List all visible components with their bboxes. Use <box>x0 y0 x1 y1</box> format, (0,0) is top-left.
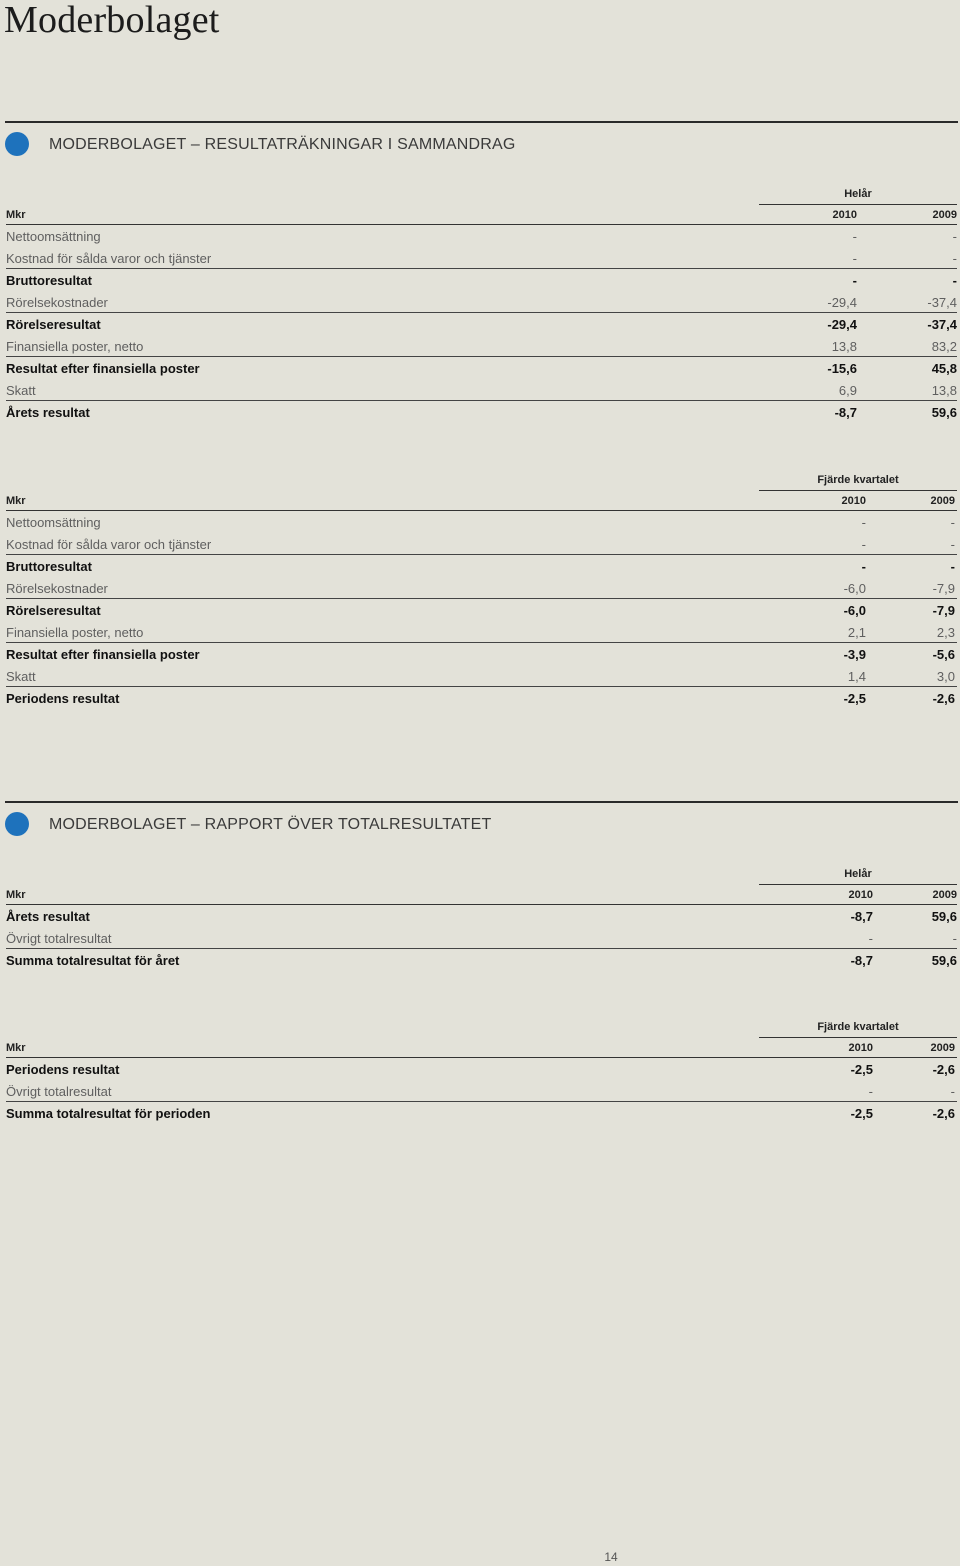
row-value-2009: 83,2 <box>931 339 957 354</box>
row-value-2010: 13,8 <box>831 339 857 354</box>
row-label: Periodens resultat <box>6 1062 120 1077</box>
row-label: Resultat efter finansiella poster <box>6 647 200 662</box>
column-header-row <box>6 886 957 905</box>
column-header-2010: 2010 <box>832 209 857 221</box>
row-label: Skatt <box>6 669 36 684</box>
period-divider <box>759 884 957 885</box>
table-row <box>6 336 957 357</box>
row-value-2009: -7,9 <box>932 603 955 618</box>
column-header-row <box>6 492 957 511</box>
row-label: Årets resultat <box>6 909 90 924</box>
row-value-2010: - <box>868 931 873 946</box>
period-divider <box>759 204 957 205</box>
row-value-2010: -3,9 <box>843 647 866 662</box>
row-label: Nettoomsättning <box>6 229 101 244</box>
row-value-2010: - <box>852 273 857 288</box>
row-value-2009: - <box>952 273 957 288</box>
row-value-2009: - <box>950 515 955 530</box>
row-value-2010: 1,4 <box>847 669 866 684</box>
income-statement-full-year-table <box>6 188 957 428</box>
page-number: 14 <box>604 1550 618 1564</box>
table-row <box>6 556 957 577</box>
row-value-2009: -2,6 <box>932 691 955 706</box>
row-value-2009: -2,6 <box>932 1106 955 1121</box>
table-row <box>6 644 957 665</box>
row-value-2010: -6,0 <box>843 581 866 596</box>
row-value-2009: 2,3 <box>936 625 955 640</box>
period-label: Fjärde kvartalet <box>817 1021 899 1033</box>
row-value-2009: - <box>952 229 957 244</box>
income-statement-q4-table <box>6 474 957 714</box>
period-label: Fjärde kvartalet <box>817 474 899 486</box>
row-value-2009: -7,9 <box>932 581 955 596</box>
row-value-2009: -37,4 <box>927 317 957 332</box>
row-value-2010: -6,0 <box>843 603 866 618</box>
table-row <box>6 380 957 401</box>
table-row <box>6 534 957 555</box>
row-label: Nettoomsättning <box>6 515 101 530</box>
row-value-2010: -2,5 <box>850 1106 873 1121</box>
table-row <box>6 1059 957 1080</box>
row-value-2010: 2,1 <box>847 625 866 640</box>
table-row <box>6 928 957 949</box>
row-value-2010: -2,5 <box>843 691 866 706</box>
row-value-2010: - <box>868 1084 873 1099</box>
row-label: Summa totalresultat för perioden <box>6 1106 211 1121</box>
column-header-2009: 2009 <box>930 495 955 507</box>
table-row <box>6 600 957 621</box>
row-label: Övrigt totalresultat <box>6 931 112 946</box>
row-value-2009: -2,6 <box>932 1062 955 1077</box>
row-value-2010: -8,7 <box>834 405 857 420</box>
row-value-2010: - <box>852 229 857 244</box>
row-value-2009: 13,8 <box>931 383 957 398</box>
row-label: Skatt <box>6 383 36 398</box>
row-value-2009: - <box>952 931 957 946</box>
row-value-2010: -8,7 <box>850 953 873 968</box>
row-value-2010: - <box>861 559 866 574</box>
column-header-row <box>6 1039 957 1058</box>
comprehensive-income-full-year-table <box>6 868 957 978</box>
row-value-2009: - <box>950 1084 955 1099</box>
column-header-2009: 2009 <box>930 1042 955 1054</box>
table-row <box>6 248 957 269</box>
row-value-2009: - <box>950 559 955 574</box>
row-value-2010: -15,6 <box>827 361 857 376</box>
table-row <box>6 950 957 971</box>
row-label: Kostnad för sålda varor och tjänster <box>6 537 212 552</box>
row-value-2010: -29,4 <box>827 317 857 332</box>
table-row <box>6 666 957 687</box>
table-row <box>6 226 957 247</box>
section-bullet-icon <box>5 132 29 156</box>
row-label: Årets resultat <box>6 405 90 420</box>
comprehensive-income-q4-table <box>6 1021 957 1131</box>
column-header-2009: 2009 <box>932 889 957 901</box>
row-label: Periodens resultat <box>6 691 120 706</box>
row-value-2010: - <box>852 251 857 266</box>
section-heading: MODERBOLAGET – RESULTATRÄKNINGAR I SAMMANDRAG <box>49 136 516 153</box>
column-header-2010: 2010 <box>848 889 873 901</box>
table-row <box>6 292 957 313</box>
row-label: Rörelseresultat <box>6 603 101 618</box>
row-value-2009: 45,8 <box>931 361 957 376</box>
section-bullet-icon <box>5 812 29 836</box>
row-value-2009: 59,6 <box>931 405 957 420</box>
table-row <box>6 1081 957 1102</box>
table-row <box>6 358 957 379</box>
row-label: Rörelseresultat <box>6 317 101 332</box>
column-header-unit: Mkr <box>6 495 26 507</box>
row-label: Summa totalresultat för året <box>6 953 180 968</box>
row-label: Resultat efter finansiella poster <box>6 361 200 376</box>
section-header-income-statement <box>5 121 958 153</box>
column-header-unit: Mkr <box>6 209 26 221</box>
row-value-2010: - <box>861 515 866 530</box>
table-row <box>6 314 957 335</box>
row-value-2009: -37,4 <box>927 295 957 310</box>
column-header-2009: 2009 <box>932 209 957 221</box>
table-row <box>6 906 957 927</box>
row-label: Övrigt totalresultat <box>6 1084 112 1099</box>
row-label: Bruttoresultat <box>6 559 92 574</box>
period-label: Helår <box>844 868 872 880</box>
row-label: Bruttoresultat <box>6 273 92 288</box>
row-value-2010: 6,9 <box>838 383 857 398</box>
table-row <box>6 578 957 599</box>
row-value-2010: - <box>861 537 866 552</box>
table-row <box>6 402 957 423</box>
row-value-2009: - <box>950 537 955 552</box>
table-row <box>6 1103 957 1124</box>
row-value-2010: -2,5 <box>850 1062 873 1077</box>
column-header-2010: 2010 <box>841 495 866 507</box>
row-value-2010: -8,7 <box>850 909 873 924</box>
column-header-unit: Mkr <box>6 889 26 901</box>
section-header-comprehensive-income <box>5 801 958 833</box>
table-row <box>6 512 957 533</box>
row-label: Kostnad för sålda varor och tjänster <box>6 251 212 266</box>
row-label: Rörelsekostnader <box>6 295 108 310</box>
period-divider <box>759 490 957 491</box>
column-header-2010: 2010 <box>848 1042 873 1054</box>
row-label: Finansiella poster, netto <box>6 625 144 640</box>
row-value-2009: 3,0 <box>936 669 955 684</box>
period-divider <box>759 1037 957 1038</box>
row-value-2009: - <box>952 251 957 266</box>
section-heading: MODERBOLAGET – RAPPORT ÖVER TOTALRESULTATET <box>49 816 492 833</box>
row-value-2010: -29,4 <box>827 295 857 310</box>
row-label: Rörelsekostnader <box>6 581 108 596</box>
table-row <box>6 270 957 291</box>
table-row <box>6 622 957 643</box>
row-value-2009: 59,6 <box>931 953 957 968</box>
column-header-row <box>6 206 957 225</box>
table-row <box>6 688 957 709</box>
row-value-2009: 59,6 <box>931 909 957 924</box>
row-label: Finansiella poster, netto <box>6 339 144 354</box>
row-value-2009: -5,6 <box>932 647 955 662</box>
period-label: Helår <box>844 188 872 200</box>
column-header-unit: Mkr <box>6 1042 26 1054</box>
page-title: Moderbolaget <box>4 0 220 41</box>
